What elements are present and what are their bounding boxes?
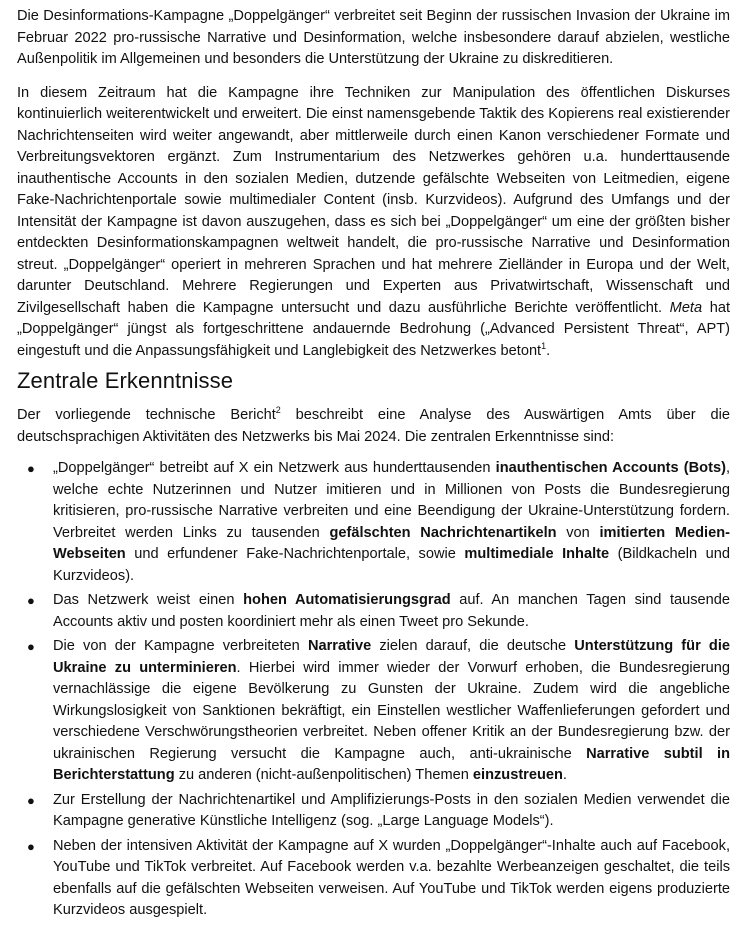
bold-text: gefälschten Nachrichtenartikeln bbox=[329, 524, 557, 541]
bullet-icon: ● bbox=[27, 838, 35, 854]
list-item bbox=[17, 790, 730, 833]
bullet-icon: ● bbox=[27, 461, 35, 476]
list-text: . bbox=[562, 767, 567, 783]
list-text: zielen darauf, die deutsche bbox=[371, 638, 575, 654]
key-findings-list bbox=[17, 458, 730, 922]
list-text: (Bildkacheln und Kurzvideos). bbox=[53, 546, 730, 584]
bold-text: Narrative subtil in Berichterstattung bbox=[53, 745, 731, 783]
list-text: , welche echte Nutzerinnen und Nutzer imitieren und in Millionen von Posts die Bundesregierung kritisieren, pro-russische Narrative verbreiten und eine Beendigung der Ukraine-Unterstützung fordern. Verbreitet werden Links zu tausenden bbox=[53, 460, 730, 541]
bold-text: hohen Automatisierungsgrad bbox=[243, 592, 451, 608]
bold-text: multimediale Inhalte bbox=[464, 546, 610, 562]
bold-text: inauthentischen Accounts (Bots) bbox=[495, 460, 726, 476]
bold-text: einzustreuen bbox=[472, 767, 563, 783]
paragraph-text: hat „Doppelgänger“ jüngst als fortgeschrittene andauernde Bedrohung („Advanced Persistent Threat“, APT) eingestuft und die Anpassungsfähigkeit und Langlebigkeit des Netzwerkes betont bbox=[17, 299, 731, 359]
paragraph-text: . bbox=[546, 342, 551, 359]
bold-text: imitierten Medien-Webseiten bbox=[53, 524, 731, 562]
bullet-icon: ● bbox=[27, 593, 35, 608]
list-text: Das Netzwerk weist einen bbox=[53, 592, 244, 608]
paragraph-text: Der vorliegende technische Bericht bbox=[17, 407, 276, 423]
paragraph-techniques bbox=[17, 83, 730, 363]
list-item bbox=[17, 458, 730, 587]
paragraph-text: In diesem Zeitraum hat die Kampagne ihre Techniken zur Manipulation des öffentlichen Diskurses kontinuierlich weiterentwickelt und erweitert. Die einst namensgebende Taktik des Kopierens real existierender Nachrichtenseiten wird weiter angewandt, aber mittlerweile durch einen Kanon verschiedener Formate und Verbreitungsvektoren ergänzt. Zum Instrumentarium des Netzwerkes gehören u.a. hunderttausende inauthentische Accounts in den sozialen Medien, dutzende gefälschte Webseiten von Leitmedien, eigene Fake-Nachrichtenportale sowie multimedialer Content (insb. Kurzvideos). Aufgrund des Umfangs und der Intensität der Kampagne ist davon auszugehen, dass es sich bei „Doppelgänger“ um eine der größten bisher entdeckten Desinformationskampagnen weltweit handelt, die pro-russische Narrative und Desinformation streut. „Doppelgänger“ operiert in mehreren Sprachen und hat mehrere Zielländer in Europa und der Welt, darunter Deutschland. Mehrere Regierungen und Experten aus Privatwirtschaft, Wissenschaft und Zivilgesellschaft haben die Kampagne untersucht und dazu ausführliche Berichte veröffentlicht. bbox=[17, 84, 730, 316]
list-text: Zur Erstellung der Nachrichtenartikel und Amplifizierungs-Posts in den sozialen Medien verwendet die Kampagne generative Künstliche Intelligenz (sog. „Large Language Models“). bbox=[53, 791, 730, 829]
list-text: von bbox=[556, 524, 600, 541]
bold-text: Narrative bbox=[307, 638, 372, 654]
bullet-icon: ● bbox=[27, 639, 35, 654]
list-text: zu anderen (nicht-außenpolitischen) Themen bbox=[174, 767, 473, 783]
list-text: „Doppelgänger“ betreibt auf X ein Netzwerk aus hunderttausenden bbox=[53, 460, 496, 476]
paragraph-intro-campaign: Die Desinformations-Kampagne „Doppelgänger“ verbreitet seit Beginn der russischen Invasion der Ukraine im Februar 2022 pro-russische Narrative und Desinformation, welche insbesondere darauf abzielen, westliche Außenpolitik im Allgemeinen und besonders die Unterstützung der Ukraine zu diskreditieren. bbox=[17, 8, 730, 67]
list-text: Die von der Kampagne verbreiteten bbox=[53, 638, 308, 654]
list-text: Neben der intensiven Aktivität der Kampagne auf X wurden „Doppelgänger“-Inhalte auch auf Facebook, YouTube und TikTok verbreitet. Auf Facebook werden v.a. bezahlte Werbeanzeigen geschaltet, die teils ebenfalls auf die gefälschten Webseiten verweisen. Auf YouTube und TikTok werden eigens produzierte Kurzvideos ausgespielt. bbox=[53, 837, 730, 918]
paragraph-text: beschreibt eine Analyse des Auswärtigen Amts über die deutschsprachigen Aktivitäten des Netzwerks bis Mai 2024. Die zentralen Erkenntnisse sind: bbox=[17, 407, 730, 445]
list-text: auf. An manchen Tagen sind tausende Accounts aktiv und posten koordiniert mehr als einen Tweet pro Sekunde. bbox=[53, 592, 730, 630]
footnote-marker-2[interactable]: 2 bbox=[275, 405, 281, 415]
bold-text: Unterstützung für die Ukraine zu unterminieren bbox=[53, 638, 730, 676]
paragraph-report-intro bbox=[17, 405, 730, 448]
section-heading: Zentrale Erkenntnisse bbox=[17, 368, 234, 393]
meta-reference: Meta bbox=[669, 299, 703, 316]
footnote-marker-1[interactable]: 1 bbox=[541, 340, 547, 351]
list-text: . Hierbei wird immer wieder der Vorwurf erhoben, die Bundesregierung vernachlässige die eigene Bevölkerung zu Gunsten der Ukraine. Zudem wird die angebliche Wirkungslosigkeit von Sanktionen bekräftigt, ein Einstellen westlicher Waffenlieferungen gefordert und verschiedene Verschwörungstheorien verbreitet. Neben offener Kritik an der Bundesregierung bzw. der ukrainischen Regierung versucht die Kampagne auch, anti-ukrainische bbox=[53, 659, 730, 762]
list-item bbox=[17, 590, 730, 633]
bullet-icon: ● bbox=[27, 792, 35, 808]
list-item bbox=[17, 636, 730, 787]
list-text: und erfundener Fake-Nachrichtenportale, sowie bbox=[125, 546, 465, 562]
list-item bbox=[17, 836, 730, 922]
